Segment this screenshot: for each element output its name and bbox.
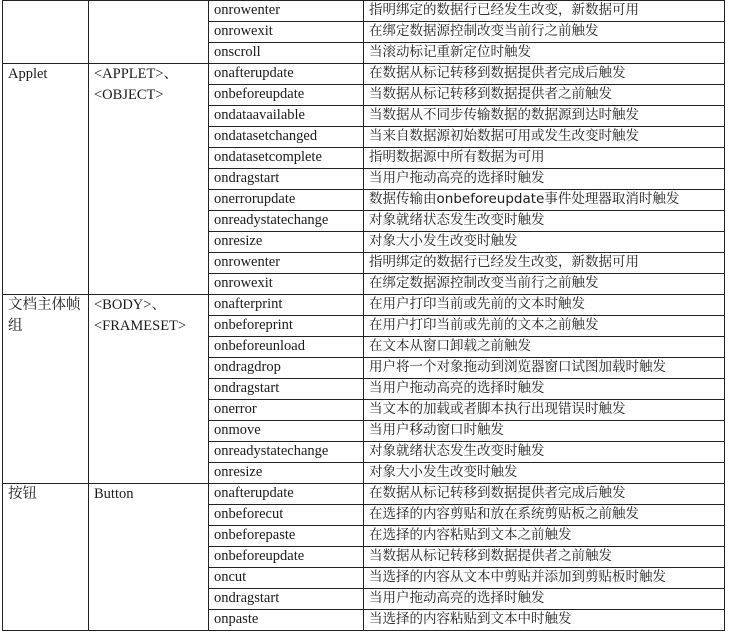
event-name-cell: onrowexit [209,22,364,43]
event-name-cell: ondataavailable [209,106,364,127]
event-description-cell: 当来自数据源初始数据可用或发生改变时触发 [364,127,725,148]
event-name-cell: onpaste [209,610,364,631]
event-description-cell: 指明绑定的数据行已经发生改变，新数据可用 [364,1,725,22]
event-name-cell: ondragdrop [209,358,364,379]
event-description-cell: 在数据从标记转移到数据提供者完成后触发 [364,484,725,505]
event-description-cell: 用户将一个对象拖动到浏览器窗口试图加载时触发 [364,358,725,379]
event-name-cell: onbeforeprint [209,316,364,337]
event-name-cell: ondragstart [209,589,364,610]
event-name-cell: onbeforeupdate [209,547,364,568]
table-row [3,295,725,316]
event-name-cell: ondragstart [209,169,364,190]
event-description-cell: 当数据从标记转移到数据提供者之前触发 [364,547,725,568]
object-name-cell: 按钮 [3,484,89,631]
event-name-cell: onreadystatechange [209,211,364,232]
event-description-cell: 当滚动标记重新定位时触发 [364,43,725,64]
event-description-cell: 在文本从窗口卸载之前触发 [364,337,725,358]
event-name-cell: onbeforepaste [209,526,364,547]
event-description-cell: 当数据从标记转移到数据提供者之前触发 [364,85,725,106]
event-description-cell: 当数据从不同步传输数据的数据源到达时触发 [364,106,725,127]
event-name-cell: onafterprint [209,295,364,316]
event-name-cell: onbeforeunload [209,337,364,358]
event-description-cell: 当选择的内容从文本中剪贴并添加到剪贴板时触发 [364,568,725,589]
event-description-cell: 在用户打印当前或先前的文本时触发 [364,295,725,316]
event-name-cell: onbeforeupdate [209,85,364,106]
event-name-cell: onresize [209,463,364,484]
table-row [3,484,725,505]
event-description-cell: 当文本的加载或者脚本执行出现错误时触发 [364,400,725,421]
event-name-cell: onrowexit [209,274,364,295]
event-name-cell: ondragstart [209,379,364,400]
event-name-cell: onerrorupdate [209,190,364,211]
event-name-cell: onrowenter [209,1,364,22]
event-name-cell: onresize [209,232,364,253]
event-name-cell: ondatasetchanged [209,127,364,148]
event-description-cell: 对象就绪状态发生改变时触发 [364,211,725,232]
event-name-cell: onmove [209,421,364,442]
event-name-cell: onerror [209,400,364,421]
event-name-cell: onafterupdate [209,64,364,85]
object-name-cell: Applet [3,64,89,295]
event-name-cell: onrowenter [209,253,364,274]
table-row [3,64,725,85]
event-description-cell: 指明数据源中所有数据为可用 [364,148,725,169]
event-description-cell: 当选择的内容粘贴到文本中时触发 [364,610,725,631]
event-description-cell: 在数据从标记转移到数据提供者完成后触发 [364,64,725,85]
event-description-cell: 在选择的内容粘贴到文本之前触发 [364,526,725,547]
event-reference-table [2,0,725,631]
event-description-cell: 数据传输由onbeforeupdate事件处理器取消时触发 [364,190,725,211]
table-row [3,1,725,22]
event-name-cell: onbeforecut [209,505,364,526]
event-description-cell: 在绑定数据源控制改变当前行之前触发 [364,22,725,43]
html-tag-cell: Button [89,484,209,631]
object-name-cell: 文档主体帧组 [3,295,89,484]
event-name-cell: onscroll [209,43,364,64]
event-description-cell: 当用户拖动高亮的选择时触发 [364,589,725,610]
table-body [3,1,725,631]
event-description-cell: 当用户拖动高亮的选择时触发 [364,379,725,400]
event-description-cell: 指明绑定的数据行已经发生改变，新数据可用 [364,253,725,274]
event-description-cell: 当用户移动窗口时触发 [364,421,725,442]
event-description-cell: 对象大小发生改变时触发 [364,232,725,253]
html-tag-cell: <APPLET>、<OBJECT> [89,64,209,295]
event-description-cell: 对象大小发生改变时触发 [364,463,725,484]
event-name-cell: ondatasetcomplete [209,148,364,169]
event-description-cell: 在用户打印当前或先前的文本之前触发 [364,316,725,337]
html-tag-cell [89,1,209,64]
event-description-cell: 在绑定数据源控制改变当前行之前触发 [364,274,725,295]
html-tag-cell: <BODY>、<FRAMESET> [89,295,209,484]
event-description-cell: 对象就绪状态发生改变时触发 [364,442,725,463]
event-name-cell: oncut [209,568,364,589]
event-name-cell: onreadystatechange [209,442,364,463]
event-name-cell: onafterupdate [209,484,364,505]
event-description-cell: 在选择的内容剪贴和放在系统剪贴板之前触发 [364,505,725,526]
event-description-cell: 当用户拖动高亮的选择时触发 [364,169,725,190]
object-name-cell [3,1,89,64]
